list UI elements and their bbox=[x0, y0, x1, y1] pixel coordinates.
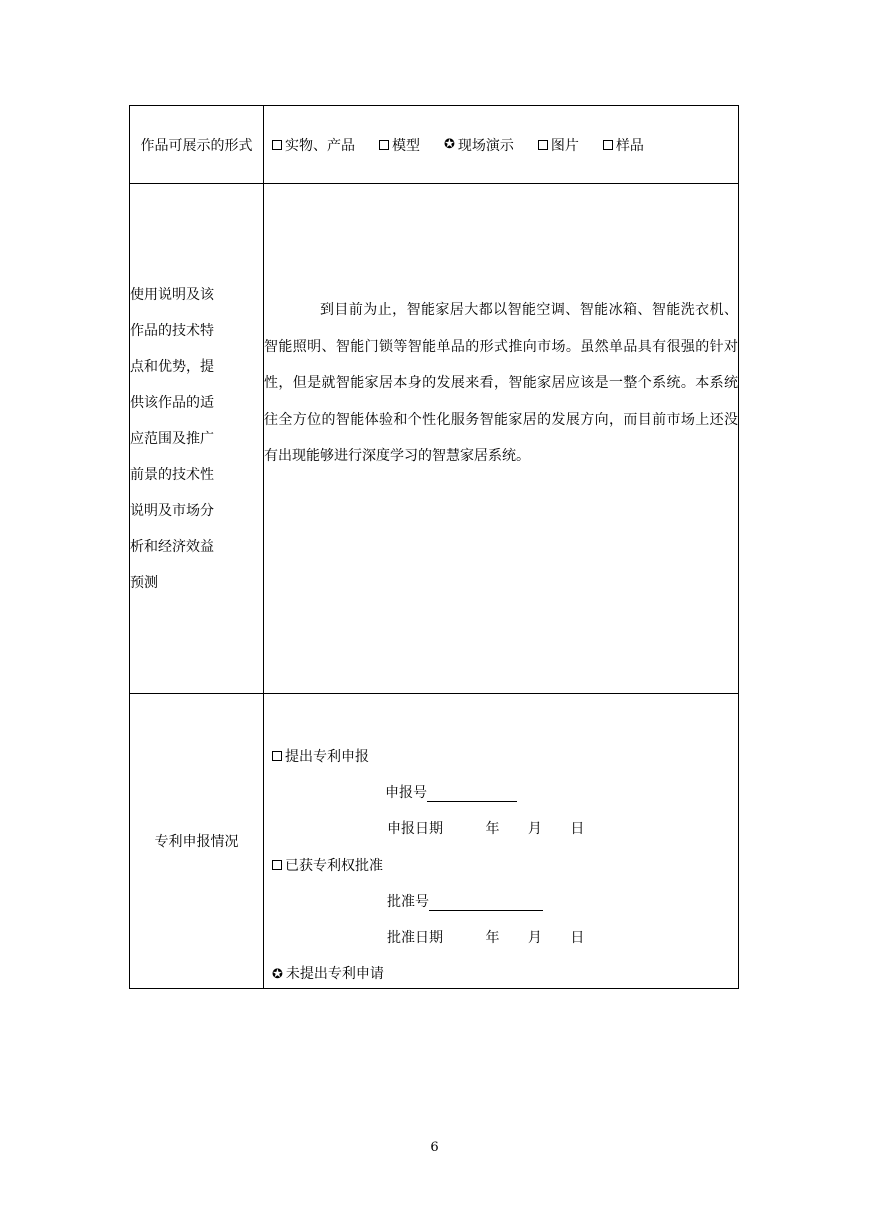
option-label: 实物、产品 bbox=[285, 137, 355, 154]
option-label: 提出专利申报 bbox=[285, 749, 369, 765]
checkbox-empty-icon bbox=[272, 140, 282, 150]
description-text-cell bbox=[264, 184, 739, 694]
date-day-label: 日 bbox=[570, 821, 585, 837]
date-day-label: 日 bbox=[570, 930, 585, 946]
patent-details-cell bbox=[264, 694, 739, 989]
date-year-label: 年 bbox=[485, 821, 500, 837]
option-picture[interactable] bbox=[538, 135, 579, 155]
date-month-label: 月 bbox=[527, 821, 542, 837]
application-number-line bbox=[385, 782, 517, 802]
label-line: 预测 bbox=[130, 574, 158, 591]
date-month-label: 月 bbox=[527, 930, 542, 946]
checkbox-empty-icon bbox=[272, 860, 282, 870]
option-live-demo[interactable] bbox=[444, 135, 514, 155]
option-patent-granted[interactable] bbox=[272, 855, 383, 875]
approval-date-line bbox=[387, 927, 584, 947]
patent-label: 专利申报情况 bbox=[130, 694, 264, 989]
label-line: 使用说明及该 bbox=[130, 286, 214, 303]
checkbox-empty-icon bbox=[272, 751, 282, 761]
application-number-field[interactable] bbox=[427, 785, 517, 802]
selected-mark-icon: ✪ bbox=[444, 137, 455, 152]
option-sample[interactable] bbox=[603, 135, 644, 155]
label-line: 说明及市场分 bbox=[130, 502, 214, 519]
option-label: 未提出专利申请 bbox=[285, 966, 384, 982]
display-forms-options-cell bbox=[264, 106, 739, 184]
description-row bbox=[130, 184, 739, 694]
label-line: 点和优势，提 bbox=[130, 358, 214, 375]
label-line: 供该作品的适 bbox=[130, 394, 214, 411]
option-label: 现场演示 bbox=[457, 137, 514, 154]
option-label: 图片 bbox=[550, 137, 579, 154]
option-label: 样品 bbox=[615, 137, 644, 154]
page-number: 6 bbox=[430, 1140, 439, 1155]
selected-mark-icon: ✪ bbox=[272, 967, 283, 982]
checkbox-empty-icon bbox=[379, 140, 389, 150]
date-year-label: 年 bbox=[485, 930, 500, 946]
option-label: 已获专利权批准 bbox=[285, 858, 383, 874]
label-line: 析和经济效益 bbox=[130, 538, 214, 555]
option-model[interactable] bbox=[379, 135, 420, 155]
application-number-label: 申报号 bbox=[385, 785, 427, 801]
approval-number-line bbox=[387, 891, 543, 911]
patent-row bbox=[130, 694, 739, 989]
application-date-line bbox=[387, 818, 584, 838]
application-date-label: 申报日期 bbox=[387, 821, 443, 837]
display-forms-options bbox=[264, 135, 738, 155]
option-patent-not-submitted[interactable] bbox=[272, 963, 384, 983]
checkbox-empty-icon bbox=[538, 140, 548, 150]
label-line: 应范围及推广 bbox=[130, 430, 214, 447]
description-label bbox=[130, 184, 264, 694]
label-line: 作品的技术特 bbox=[130, 322, 214, 339]
option-physical-product[interactable] bbox=[272, 135, 355, 155]
approval-number-label: 批准号 bbox=[387, 894, 429, 910]
display-forms-label: 作品可展示的形式 bbox=[130, 106, 264, 184]
option-label: 模型 bbox=[392, 137, 420, 154]
label-line: 前景的技术性 bbox=[130, 466, 214, 483]
checkbox-empty-icon bbox=[603, 140, 613, 150]
approval-date-label: 批准日期 bbox=[387, 930, 443, 946]
description-paragraph: 到目前为止，智能家居大都以智能空调、智能冰箱、智能洗衣机、智能照明、智能门锁等智能单品的形式推向市场。虽然单品具有很强的针对性，但是就智能家居本身的发展来看，智能家居应该是一整个系统。本系统往全方位的智能体验和个性化服务智能家居的发展方向，而目前市场上还没有出现能够进行深度学习的智慧家居系统。 bbox=[264, 302, 738, 465]
option-patent-submitted[interactable] bbox=[272, 746, 369, 766]
application-form-table bbox=[129, 105, 739, 989]
display-forms-row bbox=[130, 106, 739, 184]
approval-number-field[interactable] bbox=[429, 894, 543, 911]
